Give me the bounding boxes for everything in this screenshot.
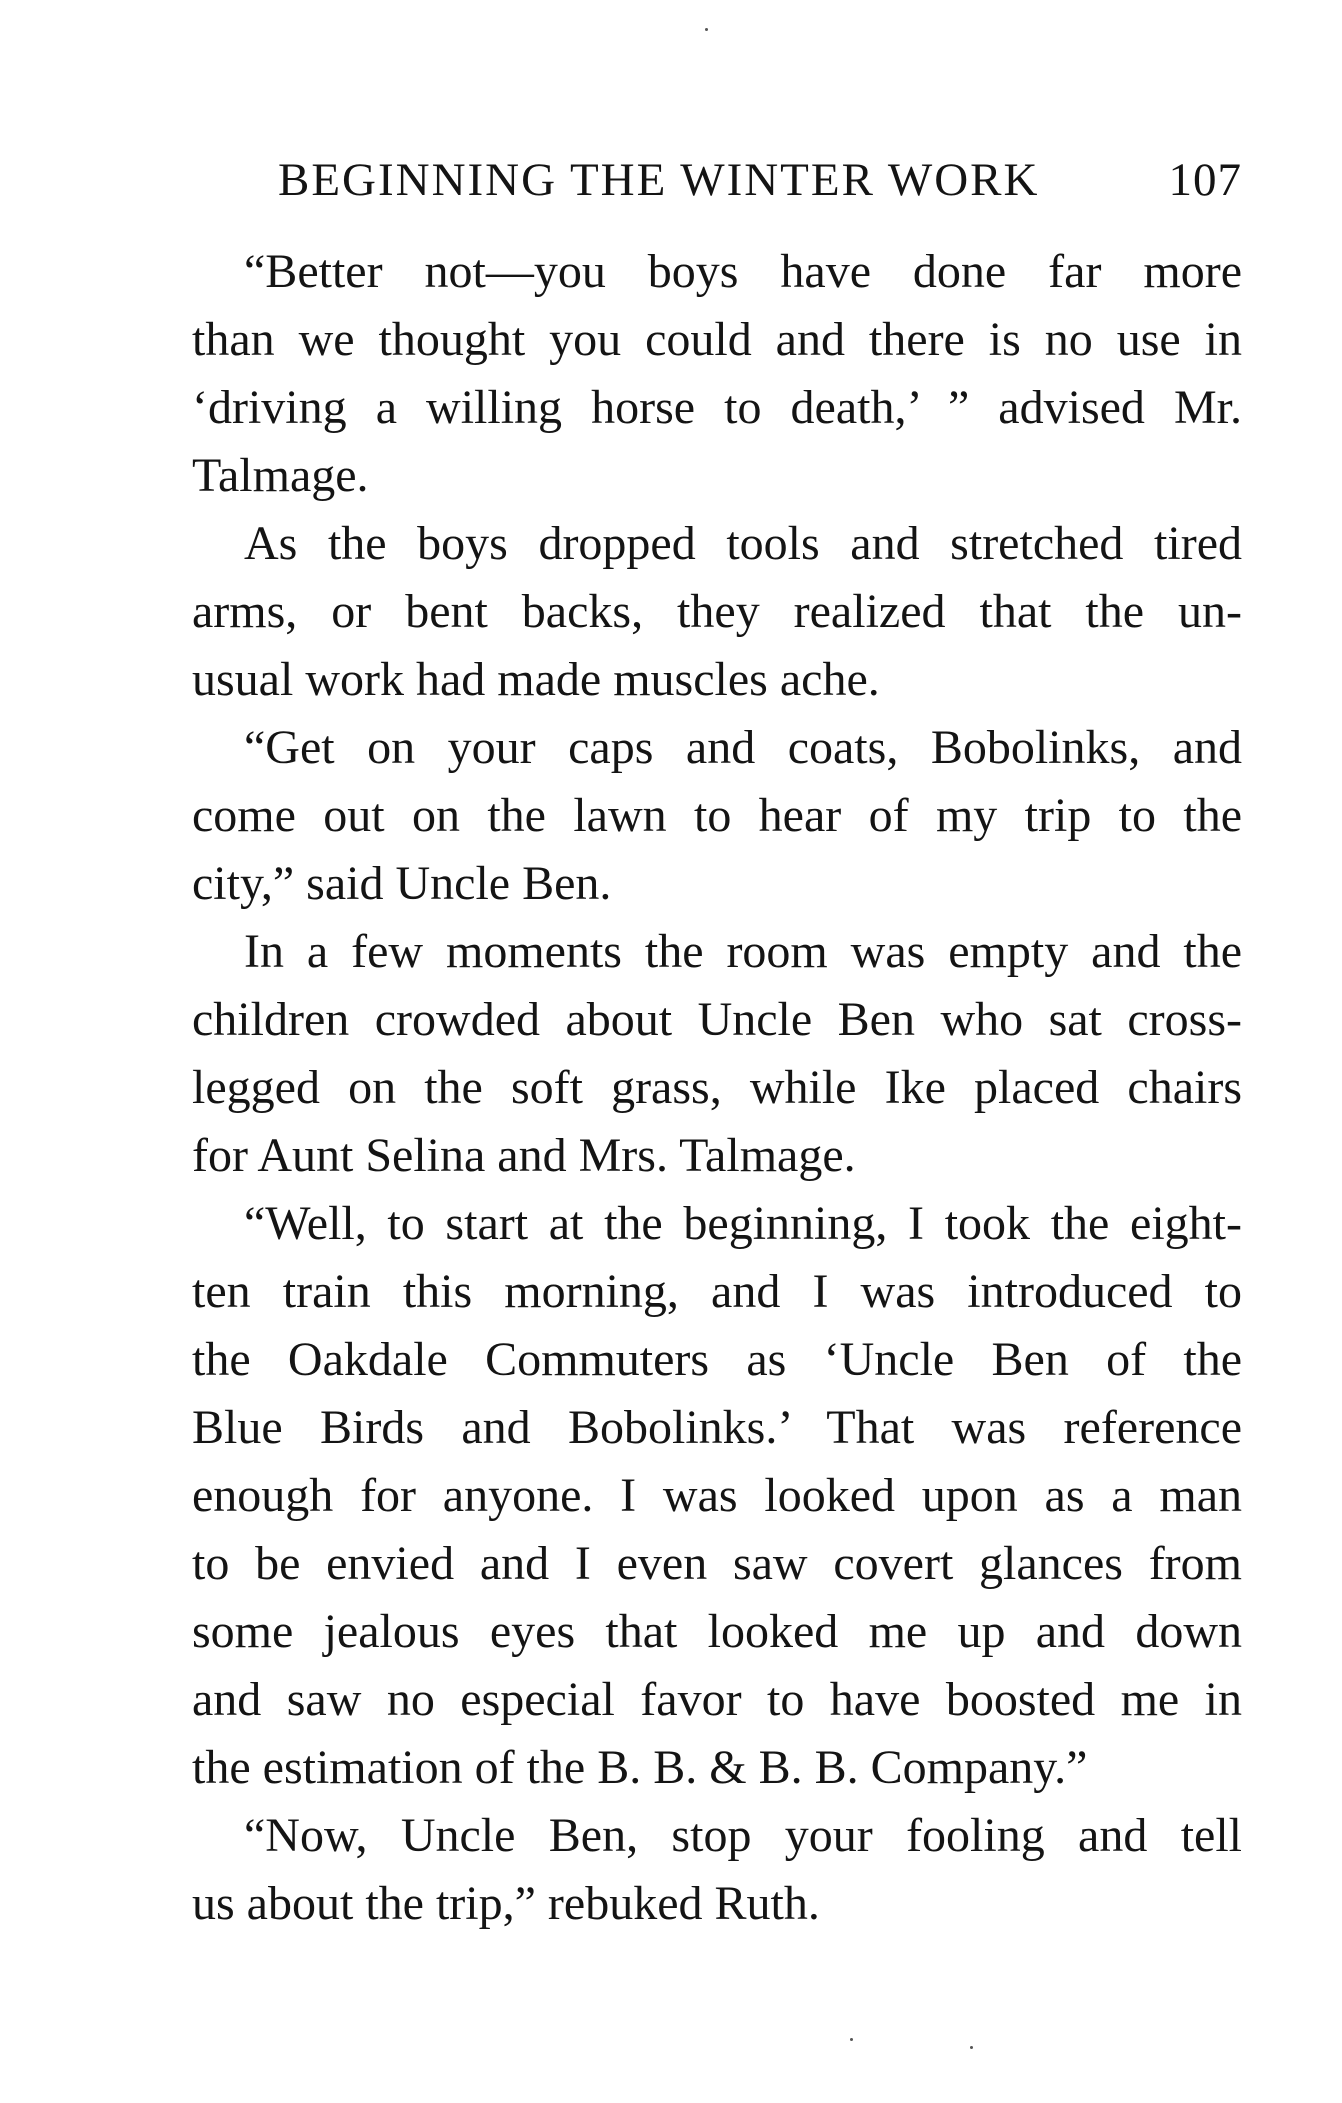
chapter-title: BEGINNING THE WINTER WORK [278,154,1040,206]
text-line: “Better not—you boys have done far more [244,245,1242,298]
text-line: some jealous eyes that looked me up and down [192,1605,1242,1658]
text-line: children crowded about Uncle Ben who sat cross- [192,993,1242,1046]
text-line: the Oakdale Commuters as ‘Uncle Ben of the [192,1333,1242,1386]
text-line: In a few moments the room was empty and the [244,925,1242,978]
text-line: Blue Birds and Bobolinks.’ That was reference [192,1401,1242,1454]
text-line: and saw no especial favor to have boosted me in [192,1673,1242,1726]
text-line: As the boys dropped tools and stretched tired [244,517,1242,570]
text-line: come out on the lawn to hear of my trip to the [192,789,1242,842]
text-line: us about the trip,” rebuked Ruth. [192,1877,820,1930]
print-speck [705,28,708,31]
print-speck [850,2038,853,2041]
print-speck [970,2046,973,2049]
text-line: Talmage. [192,449,369,502]
text-line: the estimation of the B. B. & B. B. Company.” [192,1741,1088,1794]
text-line: “Well, to start at the beginning, I took the eight- [244,1197,1242,1250]
text-line: “Now, Uncle Ben, stop your fooling and tell [244,1809,1242,1862]
text-line: city,” said Uncle Ben. [192,857,612,910]
text-line: ‘driving a willing horse to death,’ ” advised Mr. [192,381,1242,434]
text-line: for Aunt Selina and Mrs. Talmage. [192,1129,856,1182]
text-line: “Get on your caps and coats, Bobolinks, and [244,721,1242,774]
text-line: than we thought you could and there is no use in [192,313,1242,366]
page-number: 107 [1168,154,1242,206]
text-line: legged on the soft grass, while Ike placed chairs [192,1061,1242,1114]
text-line: enough for anyone. I was looked upon as a man [192,1469,1242,1522]
body-text [192,238,1242,1938]
text-line: arms, or bent backs, they realized that the un- [192,585,1242,638]
text-line: ten train this morning, and I was introduced to [192,1265,1242,1318]
text-line: to be envied and I even saw covert glances from [192,1537,1242,1590]
running-head [278,150,1242,210]
text-line: usual work had made muscles ache. [192,653,880,706]
